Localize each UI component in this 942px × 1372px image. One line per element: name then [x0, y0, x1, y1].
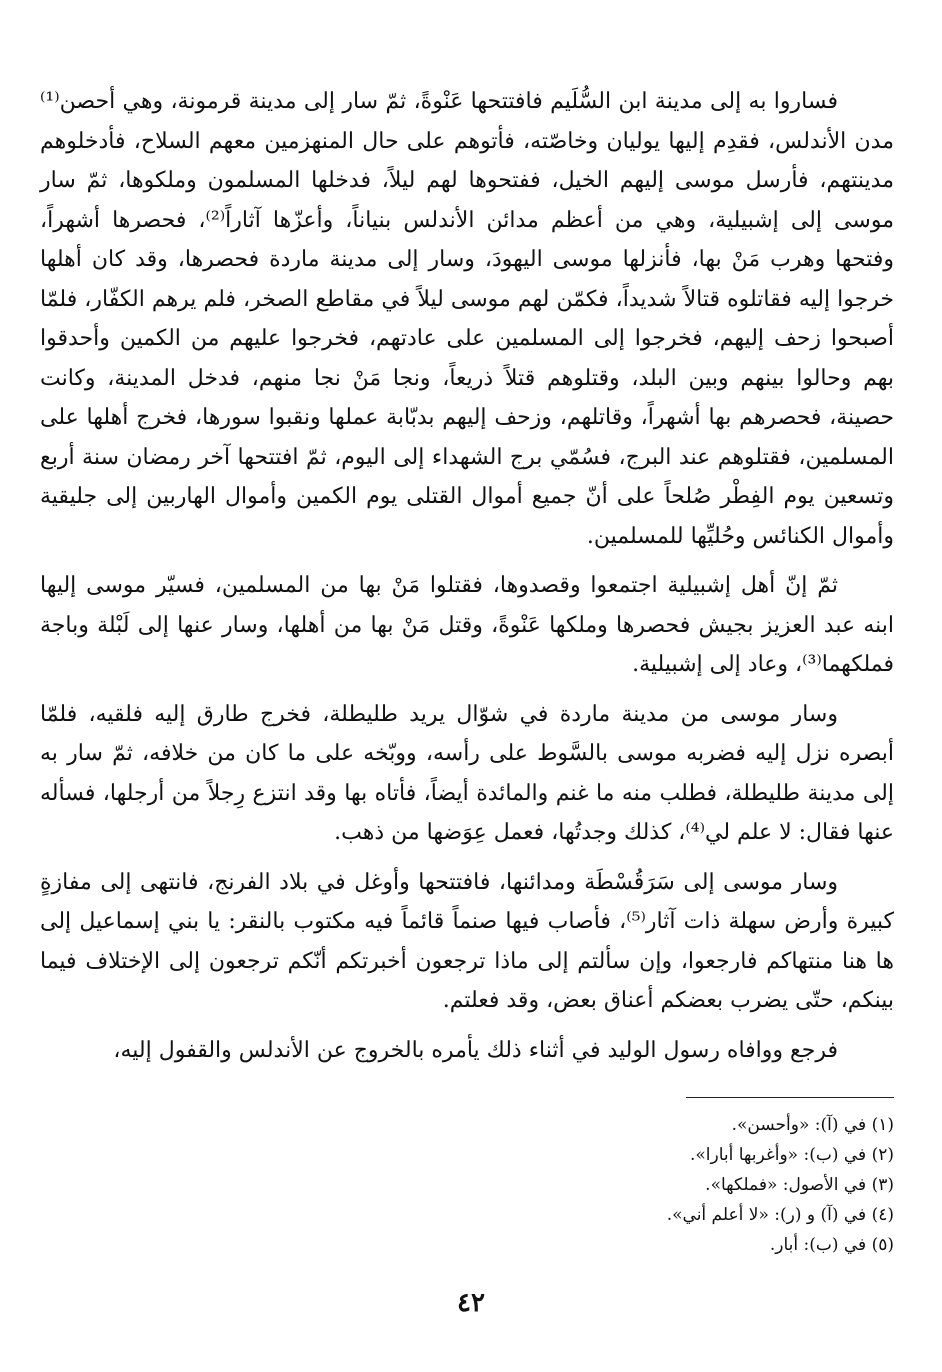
page-number: ٤٢ — [457, 1288, 485, 1318]
paragraph: ثمّ إنّ أهل إشبيلية اجتمعوا وقصدوها، فقتلوا مَنْ بها من المسلمين، فسيّر موسى إليها ابنه عبد العزيز بجيش فحصرها وملكها عَنْوةً، وقتل مَنْ بها من أهلها، وسار عنها إلى لَبْلة وباجة فملكهما⁽³⁾، وعاد إلى إشبيلية. — [40, 573, 894, 677]
paragraph: فساروا به إلى مدينة ابن السُّلَيم فافتتحها عَنْوةً، ثمّ سار إلى مدينة قرمونة، وهي أحصن⁽¹⁾ مدن الأندلس، فقدِم إليها يوليان وخاصّته، فأتوهم على حال المنهزمين معهم السلاح، فأدخلوهم مدينتهم، فأرسل موسى إليهم الخيل، ففتحوها لهم ليلاً، فدخلها المسلمون وملكوها، ثمّ سار موسى إلى إشبيلية، وهي من أعظم مدائن الأندلس بنياناً، وأعزّها آثاراً⁽²⁾، فحصرها أشهراً، وفتحها وهرب مَنْ بها، فأنزلها موسى اليهودَ، وسار إلى مدينة ماردة فحصرها، وقد كان أهلها خرجوا إليه فقاتلوه قتالاً شديداً، فكمّن لهم موسى ليلاً في مقاطع الصخر، فلم يرهم الكفّار، فلمّا أصبحوا زحف إليهم، فخرجوا إلى المسلمين على عادتهم، فخرجوا عليهم من الكمين وأحدقوا بهم وحالوا بينهم وبين البلد، وقتلوهم قتلاً ذريعاً، ونجا مَنْ نجا منهم، فدخل المدينة، وكانت حصينة، فحصرهم بها أشهراً، وقاتلهم، وزحف إليهم بدبّابة عملها ونقبوا سورها، فخرج أهلها على المسلمين، فقتلوهم عند البرج، فسُمّي برج الشهداء إلى اليوم، ثمّ افتتحها آخر رمضان سنة أربع وتسعين يوم الفِطْر صُلحاً على أنّ جميع أموال القتلى يوم الكمين وأموال الهاربين إلى جليقية وأموال الكنائس وحُليِّها للمسلمين. — [40, 89, 894, 549]
footnote: (٣) في الأصول: «فملكها». — [705, 1175, 894, 1195]
footnote: (٢) في (ب): «وأغربها أبارا». — [689, 1145, 894, 1165]
paragraph: وسار موسى إلى سَرَقُسْطَة ومدائنها، فافتتحها وأوغل في بلاد الفرنج، فانتهى إلى مفازةٍ كبيرة وأرض سهلة ذات آثار⁽⁵⁾، فأصاب فيها صنماً قائماً فيه مكتوب بالنقر: يا بني إسماعيل إلى ها هنا منتهاكم فارجعوا، وإن سألتم إلى ماذا ترجعون أخبرتكم أنّكم ترجعون إلى الإختلاف فيما بينكم، حتّى يضرب بعضكم أعناق بعض، وقد فعلتم. — [40, 869, 894, 1013]
footnotes — [294, 1110, 894, 1260]
footnote: (١) في (آ): «وأحسن». — [731, 1115, 894, 1135]
main-text — [40, 82, 894, 1080]
paragraph: وسار موسى من مدينة ماردة في شوّال يريد طليطلة، فخرج طارق إليه فلقيه، فلمّا أبصره نزل إليه فضربه موسى بالسَّوط على رأسه، ووبّخه على ما كان من خلافه، ثمّ سار به إلى مدينة طليطلة، فطلب منه ما غنم والمائدة أيضاً، فأتاه بها وقد انتزع رِجلاً من أرجلها، فسأله عنها فقال: لا علم لي⁽⁴⁾، كذلك وجدتُها، فعمل عِوَضها من ذهب. — [40, 701, 894, 845]
paragraph: فرجع ووافاه رسول الوليد في أثناء ذلك يأمره بالخروج عن الأندلس والقفول إليه، — [113, 1037, 838, 1063]
footnote: (٤) في (آ) و (ر): «لا أعلم أني». — [666, 1205, 894, 1225]
footnote-divider — [686, 1097, 894, 1098]
footnote: (٥) في (ب): أبار. — [769, 1235, 894, 1255]
